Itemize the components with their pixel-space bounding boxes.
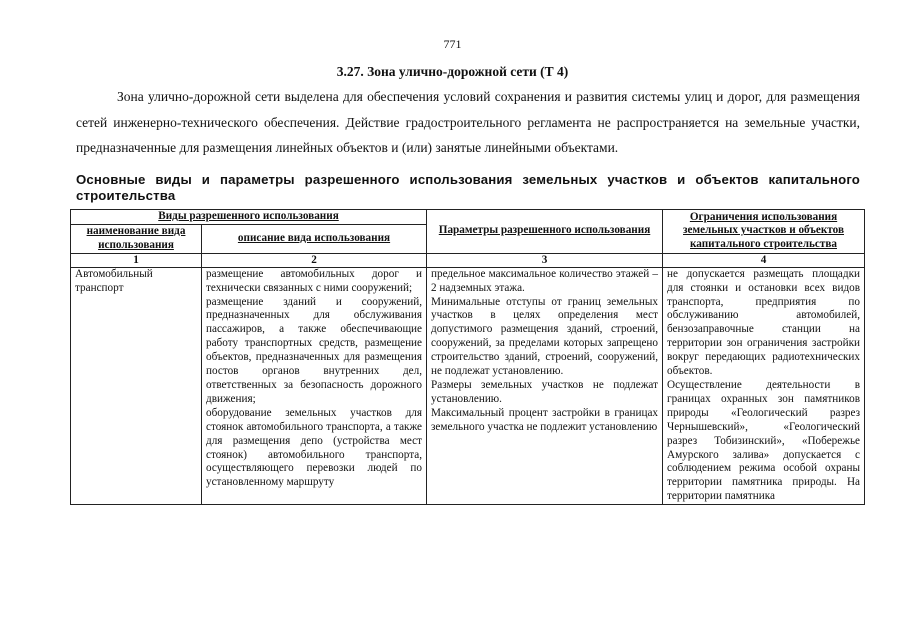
header-use-name: наименование вида использования — [71, 224, 202, 253]
table-row — [71, 267, 865, 504]
restrictions-paragraph: не допускается размещать площадки для стоянки и остановки всех видов транспорта, предприятия по обслуживанию автомобилей, бензозаправочные станции на территории зон ограничения застройки вокруг передающих радиотехнических объектов. — [667, 267, 861, 378]
intro-paragraph: Зона улично-дорожной сети выделена для обеспечения условий сохранения и развития системы улиц и дорог, для размещения сетей инженерно-технического обеспечения. Действие градостроительного регламента не распространяется на земельные участки, предназначенные для размещения линейных объектов и (или) занятые линейными объектами. — [76, 89, 860, 155]
use-name-cell: Автомобильный транспорт — [71, 267, 202, 504]
params-paragraph: Размеры земельных участков не подлежат установлению. — [431, 378, 659, 405]
table-heading: Основные виды и параметры разрешенного использования земельных участков и объектов капитального строительства — [76, 172, 860, 203]
column-numbers-row — [71, 253, 865, 267]
header-params: Параметры разрешенного использования — [427, 210, 663, 254]
header-row-1 — [71, 210, 865, 225]
restrictions-cell — [663, 267, 865, 504]
column-number: 4 — [663, 253, 865, 267]
params-paragraph: Максимальный процент застройки в границах земельного участка не подлежит установлению — [431, 406, 659, 433]
params-cell — [427, 267, 663, 504]
header-use-description: описание вида использования — [202, 224, 427, 253]
column-number: 1 — [71, 253, 202, 267]
restrictions-paragraph: Осуществление деятельности в границах охранных зон памятников природы «Геологический разрез Чернышевский», «Геологический разрез Тобизинский», «Побережье Амурского залива» допускается с соблюдением режима особой охраны территории памятника природы. На территории памятника — [667, 378, 861, 503]
params-paragraph: предельное максимальное количество этажей – 2 надземных этажа. — [431, 267, 659, 294]
params-paragraph: Минимальные отступы от границ земельных участков в целях определения мест допустимого размещения зданий, строений, сооружений, за пределами которых запрещено строительство зданий, строений, сооружений, не подлежат установлению. — [431, 295, 659, 378]
page-number: 771 — [443, 37, 462, 51]
description-paragraph: размещение зданий и сооружений, предназначенных для обслуживания пассажиров, а также обеспечивающие работу транспортных средств, размещение объектов, предназначенных для размещения постов органов внутренних дел, ответственных за безопасность дорожного движения; — [206, 295, 423, 405]
use-description-cell — [202, 267, 427, 504]
column-number: 3 — [427, 253, 663, 267]
header-permitted-types: Виды разрешенного использования — [71, 210, 427, 225]
header-restrictions: Ограничения использования земельных участков и объектов капитального строительства — [663, 210, 865, 254]
permitted-use-table — [70, 209, 865, 505]
column-number: 2 — [202, 253, 427, 267]
description-paragraph: размещение автомобильных дорог и технически связанных с ними сооружений; — [206, 267, 423, 294]
description-paragraph: оборудование земельных участков для стоянок автомобильного транспорта, а также для размещения депо (устройства мест стоянок) автомобильного транспорта, осуществляющего перевозки людей по установленному маршруту — [206, 406, 423, 489]
section-title: 3.27. Зона улично-дорожной сети (Т 4) — [336, 64, 569, 79]
